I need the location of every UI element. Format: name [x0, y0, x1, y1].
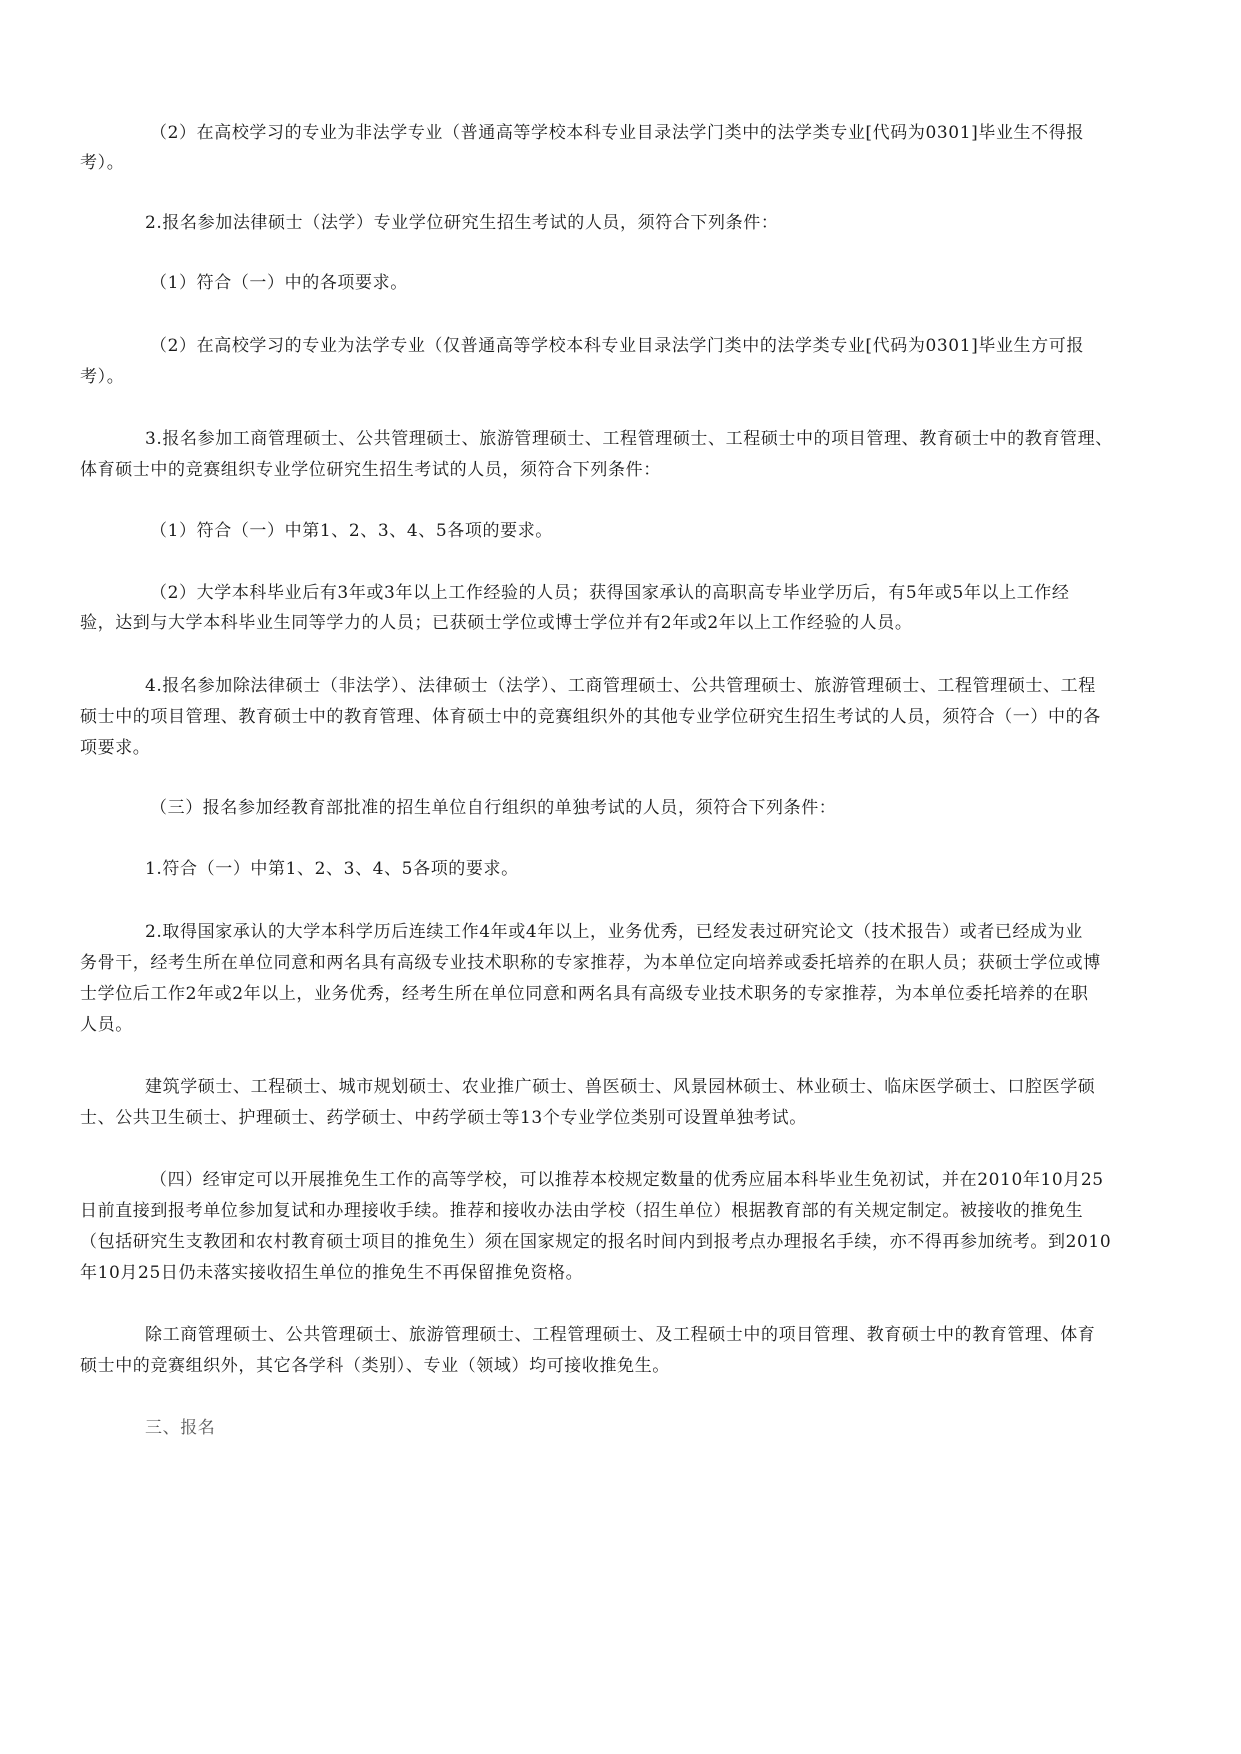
text-line: （三）报名参加经教育部批准的招生单位自行组织的单独考试的人员，须符合下列条件： — [150, 798, 837, 818]
text-line: 年10月25日仍未落实接收招生单位的推免生不再保留推免资格。 — [80, 1263, 584, 1283]
text-line: 2.取得国家承认的大学本科学历后连续工作4年或4年以上，业务优秀，已经发表过研究论文（技术报告）或者已经成为业 — [145, 922, 1083, 942]
text-line: 建筑学硕士、工程硕士、城市规划硕士、农业推广硕士、兽医硕士、风景园林硕士、林业硕士、临床医学硕士、口腔医学硕 — [145, 1077, 1096, 1097]
text-line: （四）经审定可以开展推免生工作的高等学校，可以推荐本校规定数量的优秀应届本科毕业生免初试，并在2010年10月25 — [150, 1170, 1104, 1190]
text-line: 3.报名参加工商管理硕士、公共管理硕士、旅游管理硕士、工程管理硕士、工程硕士中的项目管理、教育硕士中的教育管理、 — [145, 429, 1113, 449]
text-line: （2）大学本科毕业后有3年或3年以上工作经验的人员；获得国家承认的高职高专毕业学历后，有5年或5年以上工作经 — [150, 583, 1070, 603]
text-line: 士、公共卫生硕士、护理硕士、药学硕士、中药学硕士等13个专业学位类别可设置单独考试。 — [80, 1108, 807, 1128]
text-line: 考）。 — [80, 367, 125, 387]
text-line: 1.符合（一）中第1、2、3、4、5各项的要求。 — [145, 859, 519, 879]
section-heading: 三、报名 — [145, 1418, 216, 1438]
text-line: 项要求。 — [80, 738, 151, 758]
text-line: 体育硕士中的竞赛组织专业学位研究生招生考试的人员，须符合下列条件： — [80, 460, 661, 480]
text-line: （2）在高校学习的专业为法学专业（仅普通高等学校本科专业目录法学门类中的法学类专业[代码为0301]毕业生方可报 — [150, 336, 1084, 356]
text-line: 验，达到与大学本科毕业生同等学力的人员；已获硕士学位或博士学位并有2年或2年以上工作经验的人员。 — [80, 613, 913, 633]
text-line: 2.报名参加法律硕士（法学）专业学位研究生招生考试的人员，须符合下列条件： — [145, 213, 779, 233]
text-line: （1）符合（一）中的各项要求。 — [150, 273, 408, 293]
text-line: 人员。 — [80, 1015, 133, 1035]
text-line: 日前直接到报考单位参加复试和办理接收手续。推荐和接收办法由学校（招生单位）根据教育部的有关规定制定。被接收的推免生 — [80, 1201, 1084, 1221]
text-line: 士学位后工作2年或2年以上，业务优秀，经考生所在单位同意和两名具有高级专业技术职务的专家推荐，为本单位委托培养的在职 — [80, 984, 1089, 1004]
text-line: 4.报名参加除法律硕士（非法学）、法律硕士（法学）、工商管理硕士、公共管理硕士、旅游管理硕士、工程管理硕士、工程 — [145, 676, 1096, 696]
text-line: （包括研究生支教团和农村教育硕士项目的推免生）须在国家规定的报名时间内到报考点办理报名手续，亦不得再参加统考。到2010 — [80, 1232, 1112, 1252]
text-line: 务骨干，经考生所在单位同意和两名具有高级专业技术职称的专家推荐，为本单位定向培养或委托培养的在职人员；获硕士学位或博 — [80, 953, 1101, 973]
text-line: （2）在高校学习的专业为非法学专业（普通高等学校本科专业目录法学门类中的法学类专业[代码为0301]毕业生不得报 — [150, 123, 1084, 143]
text-line: （1）符合（一）中第1、2、3、4、5各项的要求。 — [150, 521, 553, 541]
text-line: 考）。 — [80, 153, 125, 173]
text-line: 除工商管理硕士、公共管理硕士、旅游管理硕士、工程管理硕士、及工程硕士中的项目管理、教育硕士中的教育管理、体育 — [145, 1325, 1096, 1345]
text-line: 硕士中的项目管理、教育硕士中的教育管理、体育硕士中的竞赛组织外的其他专业学位研究生招生考试的人员，须符合（一）中的各 — [80, 707, 1101, 727]
text-line: 硕士中的竞赛组织外，其它各学科（类别）、专业（领域）均可接收推免生。 — [80, 1356, 670, 1376]
